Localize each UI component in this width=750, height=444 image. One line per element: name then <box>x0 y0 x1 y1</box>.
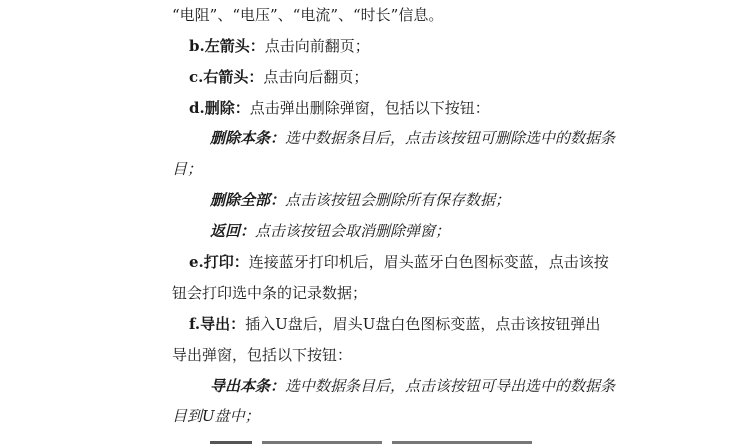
doc-line-1-text: “电阻”、“电压”、“电流”、“时长”信息。 <box>172 6 444 24</box>
doc-line-11-text: 插入U盘后，眉头U盘白色图标变蓝，点击该按钮弹出 <box>245 315 601 333</box>
doc-line-5 <box>210 128 615 148</box>
doc-line-2 <box>189 36 370 56</box>
doc-line-7-text: 点击该按钮会删除所有保存数据； <box>285 191 511 209</box>
doc-line-3-text: 点击向后翻页； <box>263 68 369 86</box>
doc-line-8 <box>210 221 450 241</box>
doc-line-3 <box>189 67 368 87</box>
doc-line-6 <box>172 159 202 179</box>
doc-line-13-label: 导出本条： <box>210 377 286 395</box>
doc-line-14 <box>172 406 260 426</box>
doc-line-4 <box>189 98 490 118</box>
doc-line-10 <box>172 283 367 303</box>
doc-line-7 <box>210 190 510 210</box>
doc-line-8-label: 返回： <box>210 222 256 240</box>
doc-line-12 <box>172 345 352 365</box>
doc-line-8-text: 点击该按钮会取消删除弹窗； <box>255 222 451 240</box>
doc-line-1 <box>172 5 443 25</box>
doc-line-11 <box>189 314 600 334</box>
doc-line-10-text: 钮会打印选中条的记录数据； <box>172 284 368 302</box>
doc-line-2-label: b.左箭头： <box>189 37 265 55</box>
doc-line-5-text: 选中数据条目后，点击该按钮可删除选中的数据条 <box>285 129 616 147</box>
doc-line-14-text: 目到U盘中； <box>172 407 260 425</box>
doc-line-2-text: 点击向前翻页； <box>264 37 370 55</box>
doc-line-7-label: 删除全部： <box>210 191 286 209</box>
doc-line-6-text: 目； <box>172 160 203 178</box>
doc-line-3-label: c.右箭头： <box>189 68 264 86</box>
doc-line-9 <box>189 252 609 272</box>
doc-line-5-label: 删除本条： <box>210 129 286 147</box>
doc-line-4-text: 点击弹出删除弹窗，包括以下按钮： <box>249 99 490 117</box>
doc-line-13 <box>210 376 615 396</box>
doc-line-9-text: 连接蓝牙打印机后，眉头蓝牙白色图标变蓝，点击该按 <box>248 253 609 271</box>
doc-line-11-label: f.导出： <box>189 315 246 333</box>
doc-line-13-text: 选中数据条目后，点击该按钮可导出选中的数据条 <box>285 377 616 395</box>
doc-line-4-label: d.删除： <box>189 99 250 117</box>
cut-off-line <box>210 438 540 444</box>
doc-line-9-label: e.打印： <box>189 253 249 271</box>
doc-line-12-text: 导出弹窗，包括以下按钮： <box>172 346 353 364</box>
